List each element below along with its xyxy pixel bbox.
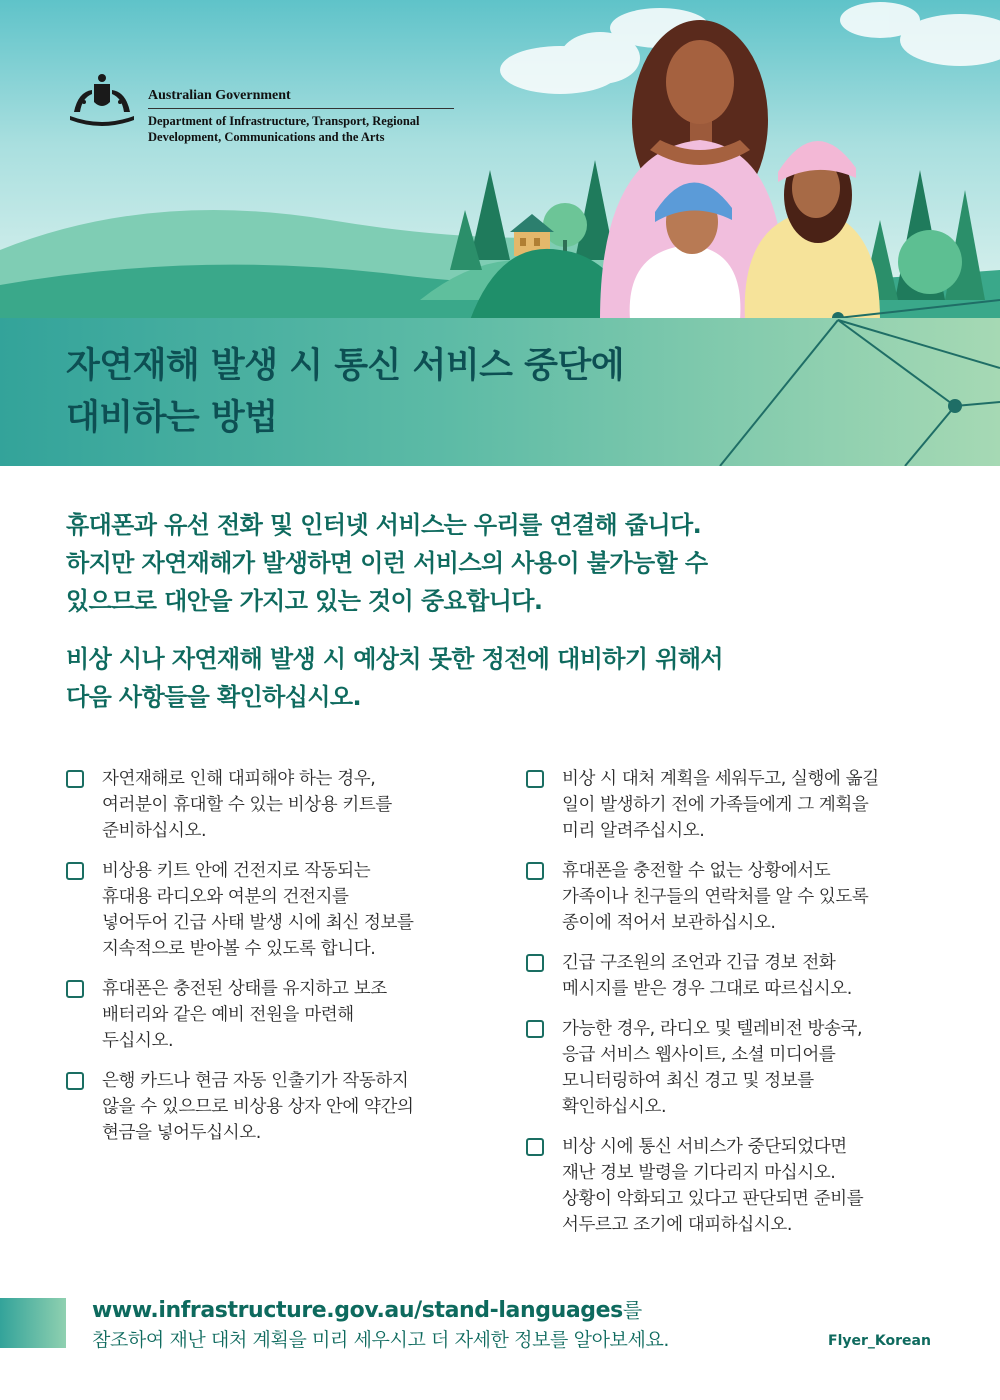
intro-line: 하지만 자연재해가 발생하면 이런 서비스의 사용이 불가능할 수 [66, 549, 708, 577]
checklist-right [526, 766, 946, 1252]
intro-text [66, 506, 936, 716]
checklist-item [526, 1016, 946, 1120]
item-line: 않을 수 있으므로 비상용 상자 안에 약간의 [102, 1097, 414, 1117]
item-line: 자연재해로 인해 대피해야 하는 경우, [102, 769, 376, 789]
footer [92, 1296, 812, 1354]
checkbox[interactable] [526, 954, 544, 972]
checklist-item [66, 858, 486, 962]
item-line: 미리 알려주십시오. [562, 821, 705, 841]
item-line: 확인하십시오. [562, 1097, 667, 1117]
checklist-item [66, 976, 486, 1054]
item-line: 휴대용 라디오와 여분의 건전지를 [102, 887, 349, 907]
item-line: 비상 시 대처 계획을 세워두고, 실행에 옮길 [562, 769, 879, 789]
item-line: 비상용 키트 안에 건전지로 작동되는 [102, 861, 371, 881]
title-line: 자연재해 발생 시 통신 서비스 중단에 [66, 346, 625, 386]
item-line: 넣어두어 긴급 사태 발생 시에 최신 정보를 [102, 913, 414, 933]
checkbox[interactable] [66, 862, 84, 880]
checklist-item [66, 766, 486, 844]
item-line: 상황이 악화되고 있다고 판단되면 준비를 [562, 1189, 864, 1209]
item-line: 지속적으로 받아볼 수 있도록 합니다. [102, 939, 376, 959]
org-name: Australian Government [148, 88, 291, 103]
intro-line: 있으므로 대안을 가지고 있는 것이 중요합니다. [66, 587, 543, 615]
item-line: 일이 발생하기 전에 가족들에게 그 계획을 [562, 795, 869, 815]
checkbox[interactable] [526, 770, 544, 788]
item-line: 두십시오. [102, 1031, 174, 1051]
title-line: 대비하는 방법 [66, 398, 278, 438]
footer-url-suffix: 를 [622, 1298, 643, 1322]
checklist-item [526, 1134, 946, 1238]
flyer-label: Flyer_Korean [828, 1333, 931, 1349]
government-logo [64, 72, 464, 144]
checkbox[interactable] [66, 1072, 84, 1090]
footer-accent-bar [0, 1298, 66, 1348]
item-line: 모니터링하여 최신 경고 및 정보를 [562, 1071, 814, 1091]
item-line: 메시지를 받은 경우 그대로 따르십시오. [562, 979, 852, 999]
checkbox[interactable] [526, 1020, 544, 1038]
item-line: 응급 서비스 웹사이트, 소셜 미디어를 [562, 1045, 836, 1065]
item-line: 서두르고 조기에 대피하십시오. [562, 1215, 793, 1235]
intro-paragraph [66, 640, 936, 716]
checkbox[interactable] [66, 980, 84, 998]
item-line: 여러분이 휴대할 수 있는 비상용 키트를 [102, 795, 392, 815]
checkbox[interactable] [66, 770, 84, 788]
intro-line: 비상 시나 자연재해 발생 시 예상치 못한 정전에 대비하기 위해서 [66, 645, 723, 673]
checkbox[interactable] [526, 1138, 544, 1156]
item-line: 준비하십시오. [102, 821, 207, 841]
intro-paragraph [66, 506, 936, 620]
checklist-item [526, 858, 946, 936]
item-line: 재난 경보 발령을 기다리지 마십시오. [562, 1163, 836, 1183]
item-line: 비상 시에 통신 서비스가 중단되었다면 [562, 1137, 847, 1157]
item-line: 휴대폰은 충전된 상태를 유지하고 보조 [102, 979, 387, 999]
checkbox[interactable] [526, 862, 544, 880]
footer-text: 참조하여 재난 대처 계획을 미리 세우시고 더 자세한 정보를 알아보세요. [92, 1329, 670, 1351]
checklist-item [66, 1068, 486, 1146]
coat-of-arms-icon [64, 72, 140, 132]
item-line: 가능한 경우, 라디오 및 텔레비전 방송국, [562, 1019, 863, 1039]
checklist-item [526, 766, 946, 844]
hero-illustration [0, 0, 1000, 320]
intro-line: 휴대폰과 유선 전화 및 인터넷 서비스는 우리를 연결해 줍니다. [66, 511, 702, 539]
item-line: 은행 카드나 현금 자동 인출기가 작동하지 [102, 1071, 409, 1091]
page-title [66, 340, 826, 444]
item-line: 휴대폰을 충전할 수 없는 상황에서도 [562, 861, 831, 881]
logo-divider [148, 108, 454, 109]
item-line: 현금을 넣어두십시오. [102, 1123, 261, 1143]
intro-line: 다음 사항들을 확인하십시오. [66, 683, 362, 711]
item-line: 긴급 구조원의 조언과 긴급 경보 전화 [562, 953, 836, 973]
department-name: Department of Infrastructure, Transport, Regional Development, Communications and the Arts [148, 114, 420, 144]
checklist-left [66, 766, 486, 1160]
item-line: 가족이나 친구들의 연락처를 알 수 있도록 [562, 887, 869, 907]
item-line: 종이에 적어서 보관하십시오. [562, 913, 776, 933]
footer-url-link[interactable]: www.infrastructure.gov.au/stand-languages [92, 1298, 623, 1323]
item-line: 배터리와 같은 예비 전원을 마련해 [102, 1005, 354, 1025]
checklist-item [526, 950, 946, 1002]
